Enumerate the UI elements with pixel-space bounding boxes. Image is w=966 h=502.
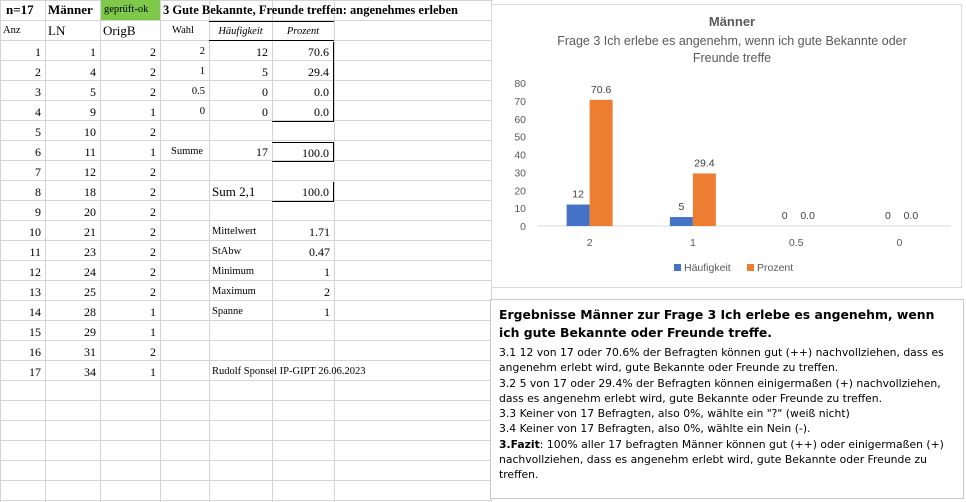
cell-anz[interactable]: 15 bbox=[29, 325, 41, 339]
cell-origb[interactable]: 2 bbox=[150, 205, 156, 219]
cell-origb[interactable]: 2 bbox=[150, 65, 156, 79]
x-tick-label: 0 bbox=[896, 237, 903, 249]
data-label: 12 bbox=[572, 188, 584, 201]
stat-value[interactable]: 1 bbox=[324, 265, 330, 279]
result-item: 3.1 12 von 17 oder 70.6% der Befragten können gut (++) nachvollziehen, dass es angenehm erlebt wird, gute Bekannte oder Freunde zu treffen. bbox=[499, 346, 944, 375]
cell-anz[interactable]: 3 bbox=[35, 85, 41, 99]
cell-ln[interactable]: 9 bbox=[90, 105, 96, 119]
y-tick-label: 0 bbox=[520, 221, 526, 233]
cell-origb[interactable]: 2 bbox=[150, 85, 156, 99]
col-header-origb[interactable]: OrigB bbox=[103, 23, 136, 38]
x-tick-label: 0.5 bbox=[788, 237, 804, 249]
y-tick-label: 50 bbox=[514, 131, 526, 144]
cell-ln[interactable]: 5 bbox=[90, 85, 96, 99]
legend-label: Häufigkeit bbox=[684, 262, 731, 274]
data-label: 0 bbox=[884, 210, 891, 222]
bar-chart-svg bbox=[492, 5, 961, 287]
cell-ln[interactable]: 11 bbox=[84, 145, 96, 159]
cell-origb[interactable]: 1 bbox=[150, 105, 156, 119]
freq-prozent[interactable]: 0.0 bbox=[272, 82, 334, 102]
result-fazit bbox=[499, 437, 955, 483]
cell-anz[interactable]: 1 bbox=[35, 45, 41, 59]
stat-label[interactable]: Mittelwert bbox=[212, 226, 257, 237]
question-title[interactable]: 3 Gute Bekannte, Freunde treffen: angenehmes erleben bbox=[163, 3, 458, 17]
legend-swatch bbox=[747, 264, 754, 271]
data-label: 0.0 bbox=[800, 210, 815, 222]
stat-label[interactable]: Minimum bbox=[212, 266, 255, 277]
cell-ln[interactable]: 20 bbox=[84, 205, 96, 219]
stat-label[interactable]: StAbw bbox=[212, 246, 242, 257]
group-label[interactable]: Männer bbox=[48, 2, 93, 17]
stat-label[interactable]: Maximum bbox=[212, 286, 256, 297]
cell-origb[interactable]: 2 bbox=[150, 225, 156, 239]
cell-origb[interactable]: 2 bbox=[150, 185, 156, 199]
cell-ln[interactable]: 31 bbox=[84, 345, 96, 359]
cell-origb[interactable]: 1 bbox=[150, 365, 156, 379]
cell-ln[interactable]: 1 bbox=[90, 45, 96, 59]
cell-anz[interactable]: 4 bbox=[35, 105, 41, 119]
cell-ln[interactable]: 25 bbox=[84, 285, 96, 299]
stat-value[interactable]: 0.47 bbox=[309, 245, 330, 259]
cell-anz[interactable]: 16 bbox=[29, 345, 41, 359]
cell-ln[interactable]: 4 bbox=[90, 65, 96, 79]
freq-wahl[interactable]: 0 bbox=[199, 106, 205, 117]
cell-ln[interactable]: 18 bbox=[84, 185, 96, 199]
cell-ln[interactable]: 34 bbox=[84, 365, 96, 379]
cell-ln[interactable]: 28 bbox=[84, 305, 96, 319]
n-count[interactable]: n=17 bbox=[6, 2, 34, 17]
cell-ln[interactable]: 21 bbox=[84, 225, 96, 239]
cell-origb[interactable]: 2 bbox=[150, 165, 156, 179]
cell-anz[interactable]: 8 bbox=[35, 185, 41, 199]
cell-anz[interactable]: 5 bbox=[35, 125, 41, 139]
freq-haeufigkeit[interactable]: 5 bbox=[262, 65, 268, 79]
y-tick-label: 20 bbox=[514, 185, 526, 198]
cell-origb[interactable]: 2 bbox=[150, 265, 156, 279]
cell-origb[interactable]: 2 bbox=[150, 245, 156, 259]
bar-haeufigkeit bbox=[567, 205, 590, 226]
bar-prozent bbox=[590, 100, 613, 226]
cell-anz[interactable]: 9 bbox=[35, 205, 41, 219]
cell-origb[interactable]: 2 bbox=[150, 125, 156, 139]
cell-ln[interactable]: 24 bbox=[84, 265, 96, 279]
y-tick-label: 60 bbox=[514, 113, 526, 126]
y-tick-label: 70 bbox=[514, 95, 526, 108]
bar-chart[interactable] bbox=[491, 4, 962, 288]
results-heading: Ergebnisse Männer zur Frage 3 Ich erlebe es angenehm, wenn ich gute Bekannte oder Freunde treffe. bbox=[499, 307, 935, 340]
bar-haeufigkeit bbox=[670, 217, 693, 226]
cell-origb[interactable]: 2 bbox=[150, 285, 156, 299]
credit-text[interactable]: Rudolf Sponsel IP-GIPT 26.06.2023 bbox=[212, 366, 366, 377]
cell-origb[interactable]: 2 bbox=[150, 345, 156, 359]
data-label: 5 bbox=[678, 201, 685, 214]
freq-prozent[interactable]: 29.4 bbox=[272, 62, 334, 82]
freq-wahl[interactable]: 1 bbox=[199, 66, 205, 77]
freq-haeufigkeit[interactable]: 12 bbox=[256, 45, 268, 59]
col-header-anz[interactable]: Anz bbox=[3, 25, 21, 36]
stat-value[interactable]: 1.71 bbox=[309, 225, 330, 239]
cell-anz[interactable]: 10 bbox=[29, 225, 41, 239]
cell-anz[interactable]: 7 bbox=[35, 165, 41, 179]
stat-value[interactable]: 1 bbox=[324, 305, 330, 319]
y-tick-label: 30 bbox=[514, 167, 526, 180]
data-label: 70.6 bbox=[590, 83, 612, 96]
stat-label[interactable]: Spanne bbox=[212, 306, 243, 317]
cell-ln[interactable]: 29 bbox=[84, 325, 96, 339]
chart-title: Männer bbox=[708, 14, 756, 29]
col-header-wahl[interactable]: Wahl bbox=[172, 25, 194, 36]
result-item: 3.3 Keiner von 17 Befragten, also 0%, wählte ein "?" (weiß nicht) bbox=[499, 407, 850, 421]
cell-anz[interactable]: 2 bbox=[35, 65, 41, 79]
freq-haeufigkeit[interactable]: 0 bbox=[262, 85, 268, 99]
freq-haeufigkeit[interactable]: 0 bbox=[262, 105, 268, 119]
cell-ln[interactable]: 12 bbox=[84, 165, 96, 179]
stat-value[interactable]: 2 bbox=[324, 285, 330, 299]
cell-anz[interactable]: 12 bbox=[29, 265, 41, 279]
bar-prozent bbox=[693, 173, 716, 226]
x-tick-label: 2 bbox=[586, 237, 593, 249]
cell-anz[interactable]: 17 bbox=[29, 365, 41, 379]
fazit-label: 3.Fazit bbox=[499, 437, 540, 451]
cell-origb[interactable]: 1 bbox=[150, 145, 156, 159]
freq-wahl[interactable]: 0.5 bbox=[191, 86, 205, 97]
cell-anz[interactable]: 6 bbox=[35, 145, 41, 159]
x-tick-label: 1 bbox=[689, 237, 696, 249]
cell-origb[interactable]: 2 bbox=[150, 45, 156, 59]
summe-percent[interactable]: 100.0 bbox=[272, 142, 334, 162]
y-tick-label: 10 bbox=[514, 203, 526, 216]
result-item: 3.4 Keiner von 17 Befragten, also 0%, wählte ein Nein (-). bbox=[499, 422, 811, 436]
results-panel bbox=[490, 299, 964, 499]
chart-subtitle-line: Freunde treffe bbox=[692, 51, 772, 65]
cell-anz[interactable]: 11 bbox=[29, 245, 41, 259]
cell-ln[interactable]: 23 bbox=[84, 245, 96, 259]
freq-wahl[interactable]: 2 bbox=[199, 46, 205, 57]
legend-label: Prozent bbox=[757, 262, 794, 274]
col-header-haeufigkeit[interactable]: Häufigkeit bbox=[209, 21, 272, 41]
cell-anz[interactable]: 14 bbox=[29, 305, 41, 319]
cell-origb[interactable]: 1 bbox=[150, 325, 156, 339]
sum21-percent[interactable]: 100.0 bbox=[272, 182, 334, 202]
sum21-label[interactable]: Sum 2,1 bbox=[212, 184, 256, 199]
cell-ln[interactable]: 10 bbox=[84, 125, 96, 139]
data-label: 0.0 bbox=[903, 210, 919, 222]
col-header-ln[interactable]: LN bbox=[48, 23, 66, 38]
freq-prozent[interactable]: 0.0 bbox=[272, 102, 334, 122]
fazit-text: : 100% aller 17 befragten Männer können gut (++) oder einigermaßen (+) nachvollziehen, dass es angenehm erlebt wird, gute Bekannte oder Freunde zu treffen. bbox=[499, 437, 944, 482]
freq-prozent[interactable]: 70.6 bbox=[272, 42, 334, 62]
cell-anz[interactable]: 13 bbox=[29, 285, 41, 299]
legend-swatch bbox=[674, 264, 681, 271]
status-cell[interactable]: geprüft-ok bbox=[101, 0, 160, 20]
result-item: 3.2 5 von 17 oder 29.4% der Befragten können einigermaßen (+) nachvollziehen, dass es angenehm erlebt wird, gute Bekannte oder Freunde zu treffen. bbox=[499, 376, 941, 405]
y-tick-label: 40 bbox=[514, 149, 526, 162]
cell-origb[interactable]: 1 bbox=[150, 305, 156, 319]
data-label: 0 bbox=[781, 210, 788, 222]
summe-value[interactable]: 17 bbox=[256, 145, 268, 159]
summe-label[interactable]: Summe bbox=[171, 146, 204, 157]
col-header-prozent[interactable]: Prozent bbox=[272, 21, 334, 41]
y-tick-label: 80 bbox=[514, 78, 526, 90]
data-label: 29.4 bbox=[694, 157, 715, 170]
chart-subtitle-line: Frage 3 Ich erlebe es angenehm, wenn ich gute Bekannte oder bbox=[557, 34, 907, 48]
